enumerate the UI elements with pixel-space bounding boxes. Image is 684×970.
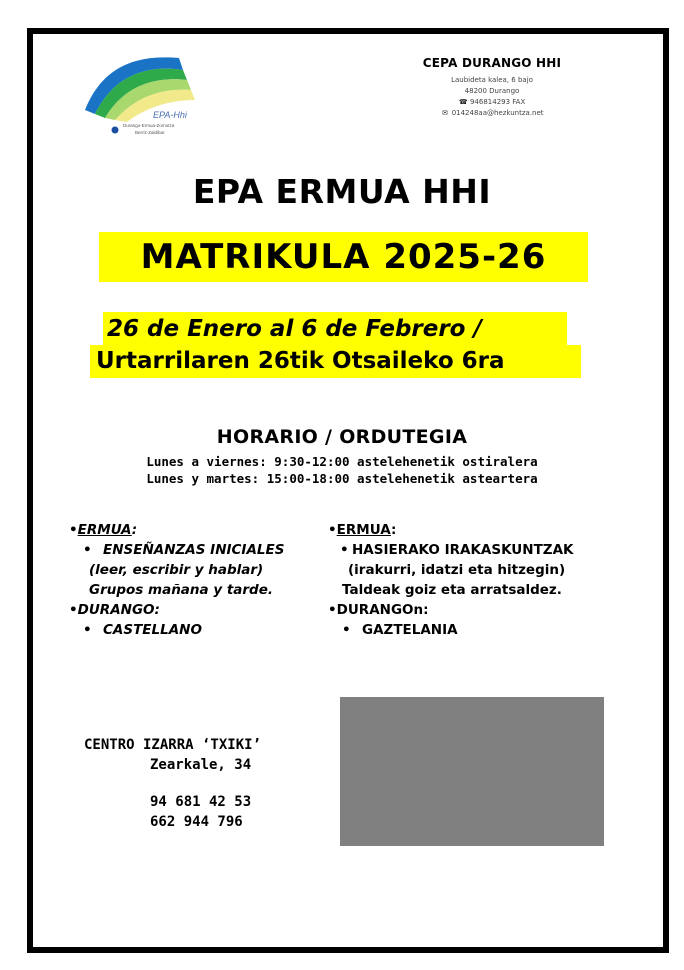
organization-postal: 48200 Durango bbox=[464, 87, 520, 95]
schedule-title: HORARIO / ORDUTEGIA bbox=[216, 426, 468, 448]
left-place-1-bullet: • bbox=[69, 522, 78, 538]
right-course-2-label: GAZTELANIA bbox=[362, 622, 458, 638]
organization-email: 014248aa@hezkuntza.net bbox=[451, 109, 544, 117]
address-phone-1: 94 681 42 53 bbox=[150, 794, 252, 810]
photo-placeholder bbox=[340, 697, 604, 846]
bullet-icon: • bbox=[340, 542, 349, 558]
address-phone-2: 662 944 796 bbox=[150, 814, 243, 830]
address-street: Zearkale, 34 bbox=[150, 757, 252, 773]
left-course-1-detail: (leer, escribir y hablar) bbox=[89, 562, 264, 578]
right-course-1-detail: (irakurri, idatzi eta hitzegin) bbox=[348, 562, 566, 578]
logo-caption-1: Durango-Ermua-Zornotza bbox=[123, 123, 175, 128]
organization-street: Laubideta kalea, 6 bajo bbox=[451, 76, 533, 84]
left-course-1-label: ENSEÑANZAS INICIALES bbox=[103, 542, 285, 558]
left-course-2 bbox=[69, 620, 329, 640]
left-place-2: •DURANGO: bbox=[69, 602, 160, 618]
organization-phone: 946814293 FAX bbox=[469, 98, 526, 106]
dates-basque: Urtarrilaren 26tik Otsaileko 6ra bbox=[96, 348, 505, 374]
schedule-line-2: Lunes y martes: 15:00-18:00 astelehenetik asteartera bbox=[146, 471, 538, 486]
dates-spanish: 26 de Enero al 6 de Febrero / bbox=[107, 316, 482, 342]
right-course-2 bbox=[328, 620, 628, 640]
left-course-2-label: CASTELLANO bbox=[103, 622, 202, 638]
schedule-line-1: Lunes a viernes: 9:30-12:00 astelehenetik ostiralera bbox=[146, 454, 538, 469]
right-groups: Taldeak goiz eta arratsaldez. bbox=[342, 582, 562, 598]
phone-icon: ☎ bbox=[458, 98, 468, 106]
right-course-1 bbox=[328, 540, 628, 560]
left-course-1 bbox=[69, 540, 329, 560]
right-place-1-bullet: • bbox=[328, 522, 337, 538]
bullet-icon: • bbox=[342, 622, 351, 638]
right-place-2: •DURANGOn: bbox=[328, 602, 429, 618]
left-column bbox=[69, 520, 329, 640]
left-place-1-colon: : bbox=[131, 522, 138, 538]
organization-phone-row bbox=[412, 98, 572, 107]
right-place-1-colon: : bbox=[390, 522, 397, 538]
left-groups: Grupos mañana y tarde. bbox=[89, 582, 274, 598]
left-place-1 bbox=[69, 520, 329, 540]
organization-name: CEPA DURANGO HHI bbox=[422, 56, 562, 70]
logo-label: EPA-Hhi bbox=[153, 110, 187, 120]
logo-dot bbox=[112, 127, 119, 134]
logo-caption-2: Berriz-Zaldibar bbox=[135, 130, 165, 135]
right-place-1-name: ERMUA bbox=[336, 522, 391, 538]
main-title: EPA ERMUA HHI bbox=[192, 172, 492, 211]
organization-email-row bbox=[412, 109, 572, 118]
address-center: CENTRO IZARRA ‘TXIKI’ bbox=[84, 737, 262, 753]
subtitle: MATRIKULA 2025-26 bbox=[140, 237, 547, 277]
right-course-1-label: HASIERAKO IRAKASKUNTZAK bbox=[352, 542, 574, 558]
epa-logo bbox=[83, 48, 213, 138]
left-place-1-name: ERMUA bbox=[77, 522, 132, 538]
bullet-icon: • bbox=[83, 542, 92, 558]
right-place-1 bbox=[328, 520, 628, 540]
organization-block bbox=[412, 56, 572, 118]
email-icon: ✉ bbox=[442, 109, 448, 117]
right-column bbox=[328, 520, 628, 640]
bullet-icon: • bbox=[83, 622, 92, 638]
